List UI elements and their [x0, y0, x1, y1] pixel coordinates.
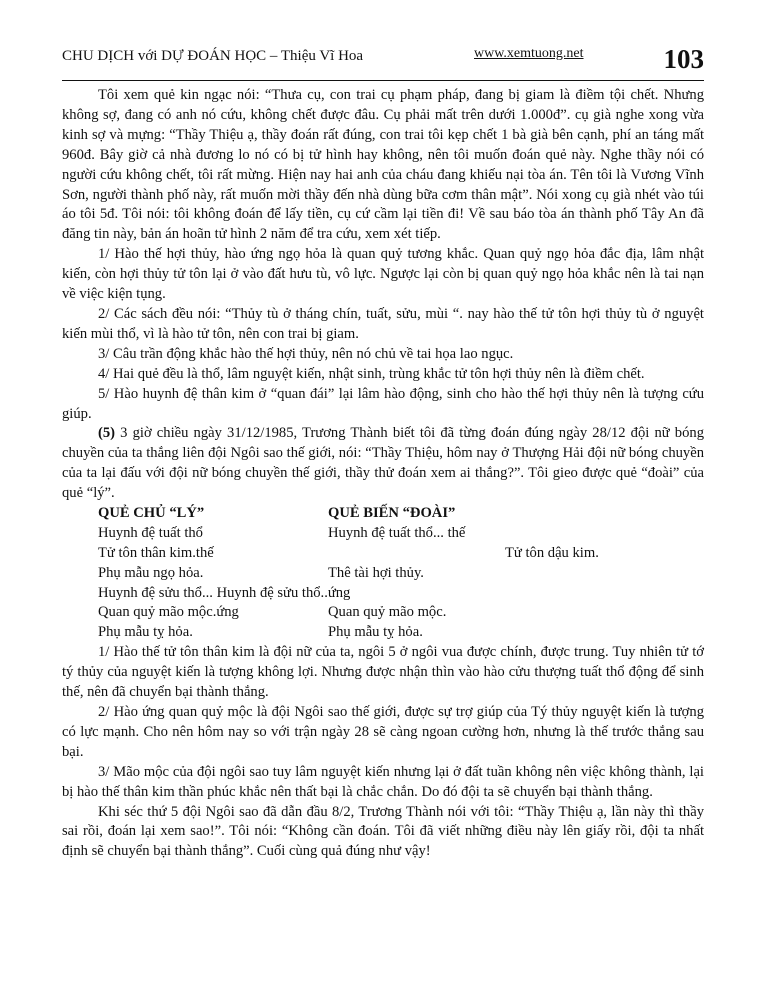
table-row: [62, 524, 704, 544]
paragraph: 4/ Hai quẻ đều là thổ, lâm nguyệt kiến, nhật sinh, trùng khắc tử tôn hợi thủy nên là điềm chết.: [98, 365, 645, 382]
table-cell: Huynh đệ tuất thổ... thế: [328, 524, 466, 541]
table-cell: Thê tài hợi thủy.: [328, 564, 424, 581]
table-cell: Tử tôn dậu kim.: [505, 544, 599, 561]
page-number: 103: [663, 44, 704, 74]
table-row: [62, 544, 704, 564]
table-cell: Huynh đệ tuất thổ: [98, 524, 203, 541]
table-cell: Phụ mẫu ngọ hỏa.: [98, 564, 204, 581]
example-number: (5): [98, 425, 116, 442]
page-header: [62, 44, 704, 84]
table-cell: Phụ mẫu tỵ hỏa.: [328, 624, 423, 641]
paragraph: 3/ Câu trần động khắc hào thế hợi thủy, nên nó chủ về tai họa lao ngục.: [98, 345, 514, 362]
paragraph: 3/ Mão mộc của đội ngôi sao tuy lâm nguyệt kiến nhưng lại ở đất tuần không nên việc không thành, lại bị hào thế thân kim thần phúc khắc nên thất bại là chắc chắn. Do đó đội ta sẽ chuyển bại thành thắng.: [62, 763, 704, 800]
table-row: [62, 584, 704, 604]
table-header-row: [62, 504, 704, 524]
table-row: [62, 603, 704, 623]
hexagram-table: [62, 504, 704, 643]
header-rule: [62, 80, 704, 81]
paragraph: Khi séc thứ 5 đội Ngôi sao đã dẫn đầu 8/2, Trương Thành nói với tôi: “Thầy Thiệu ạ, lần này thì thầy sai rồi, đoán lại xem sao!”. Tôi nói: “Không cần đoán. Tôi đã viết những điều này lên giấy rồi, đội ta nhất định sẽ chuyển bại thành thắng”. Cuối cùng quả đúng như vậy!: [62, 803, 704, 860]
website-link[interactable]: www.xemtuong.net: [474, 46, 584, 61]
paragraph-text: 3 giờ chiều ngày 31/12/1985, Trương Thành biết tôi đã từng đoán đúng ngày 28/12 đội nữ bóng chuyền của ta thắng liên đội Ngôi sao thế giới, nói: “Thầy Thiệu, hôm nay ở Thượng Hải đội nữ bóng chuyền của ta lại đấu với đội nữ bóng chuyền thế giới, thầy thử đoán xem ai thắng?”. Tôi gieo được quẻ “đoài” của quẻ “lý”.: [62, 425, 704, 502]
table-cell: Quan quỷ mão mộc.ứng: [98, 604, 239, 621]
paragraph: Tôi xem quẻ kin ngạc nói: “Thưa cụ, con trai cụ phạm pháp, đang bị giam là điềm tội chết. Nhưng không sợ, đang có anh nó cứu, không chết được đâu. Cụ phải mất trên dưới 1.000đ”. cụ già nghe xong vừa kinh sợ và mựng: “Thầy Thiệu ạ, thầy đoán rất đúng, con trai tôi kẹp chết 1 bà già bên cạnh, phí an táng mất 960đ. Bây giờ cả nhà đương lo nó có bị tử hình hay không, nên tôi muốn đoán quẻ này. Nghe thầy nói có người cứu không chết, tôi rất mừng. Hiện nay hai anh của cháu đang khiếu nại tòa án. Tên tôi là Vương Vĩnh Sơn, người thành phố này, rất muốn mời thầy đến nhà dùng bữa cơm thân mật”. Nói xong cụ già nhét vào túi áo tôi 5đ. Tôi nói: tôi không đoán để lấy tiền, cụ cứ cầm lại tiền đi! Về sau báo tòa án thành phố Tây An đã đăng tin này, bản án hoãn tử hình 2 năm để tra cứu, xem xét tiếp.: [62, 87, 704, 243]
paragraph: [62, 424, 704, 504]
page-body: [62, 86, 704, 862]
table-row: [62, 623, 704, 643]
table-cell: Quan quỷ mão mộc.: [328, 604, 447, 621]
book-title: CHU DỊCH với DỰ ĐOÁN HỌC – Thiệu Vĩ Hoa: [62, 48, 364, 64]
table-cell: Huynh đệ sửu thổ... Huynh đệ sửu thổ..ứng: [98, 584, 351, 601]
main-hexagram-heading: QUẺ CHỦ “LÝ”: [98, 505, 205, 522]
paragraph: 1/ Hào thế hợi thủy, hào ứng ngọ hỏa là quan quỷ tương khắc. Quan quỷ ngọ hỏa đắc địa, lâm nhật kiến, còn hợi thủy tử tôn lại ở vào đất hưu tù, vô lực. Ngược lại còn bị quan quỷ ngọ hỏa khắc nên là tai nạn về việc kiện tụng.: [62, 246, 704, 303]
paragraph: 2/ Các sách đều nói: “Thủy tù ở tháng chín, tuất, sửu, mùi “. nay hào thế tử tôn hợi thủy tù ở nguyệt kiến mùi thổ, vì là hào tử tôn, nên con trai bị giam.: [62, 305, 704, 342]
table-cell: Tử tôn thân kim.thế: [98, 544, 214, 561]
paragraph: 5/ Hào huynh đệ thân kim ở “quan đái” lại lâm hào động, sinh cho hào thế hợi thủy nên là tượng cứu giúp.: [62, 385, 704, 422]
paragraph: 2/ Hào ứng quan quỷ mộc là đội Ngôi sao thế giới, được sự trợ giúp của Tý thủy nguyệt kiến là tượng có lực mạnh. Cho nên hôm nay so với trận ngày 28 sẽ càng ngoan cường hơn, nhưng là thế trước thắng sau bại.: [62, 703, 704, 760]
table-cell: Phụ mẫu tỵ hỏa.: [98, 624, 193, 641]
table-row: [62, 564, 704, 584]
changed-hexagram-heading: QUẺ BIẾN “ĐOÀI”: [328, 505, 456, 522]
paragraph: 1/ Hào thế tử tôn thân kim là đội nữ của ta, ngôi 5 ở ngôi vua được chính, được trung. Tuy nhiên tử tớ tý thủy của nguyệt kiến là tượng không lợi. Nhưng được nhận thìn vào hào cửu thượng tuất thổ động để sinh thế, nên đã chuyển bại thành thắng.: [62, 644, 704, 701]
